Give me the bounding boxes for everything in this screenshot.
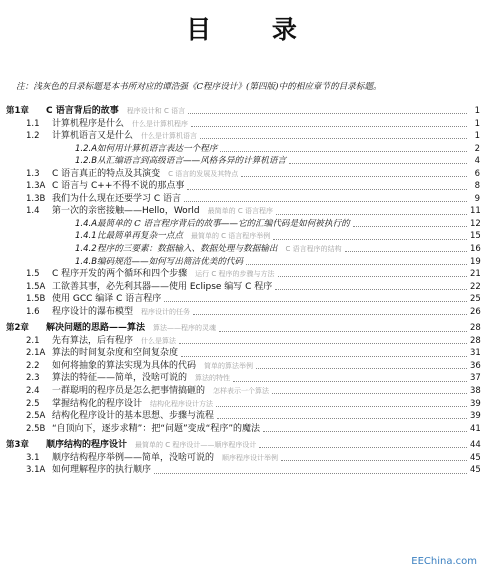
toc-entry-title: 比最简单再复杂一点点 [97, 231, 183, 242]
toc-entry-body [52, 423, 470, 436]
toc-dot-leader [272, 392, 467, 394]
toc-entry-number: 1.3 [26, 168, 40, 179]
toc-dot-leader [193, 313, 467, 315]
toc-page-number: 39 [470, 411, 481, 422]
toc-dot-leader [188, 112, 467, 114]
toc-entry[interactable] [4, 385, 480, 398]
toc-entry-title: 先有算法，后有程序 [52, 335, 134, 346]
toc-entry-reference-title: 程序设计和 C 语言 [126, 107, 186, 115]
toc-entry-number: 1.3B [26, 193, 46, 204]
toc-page-number: 31 [470, 348, 481, 359]
toc-page-number: 2 [474, 143, 480, 154]
toc-entry-title: 编码规范——如何写出简洁优美的代码 [97, 256, 244, 267]
toc-page-number: 37 [470, 373, 481, 384]
toc-entry-reference-title: C 语言程序的结构 [285, 245, 342, 254]
toc-entry[interactable] [4, 205, 480, 218]
toc-entry[interactable] [4, 410, 480, 423]
toc-entry[interactable] [4, 293, 480, 306]
toc-entry-reference-title: 什么是计算机程序 [132, 119, 189, 128]
toc-dot-leader [256, 367, 467, 369]
toc-entry-title: “自顶向下，逐步求精”：把“问题”变成“程序”的魔法 [52, 423, 260, 434]
toc-entry[interactable] [4, 464, 480, 477]
toc-entry[interactable] [4, 423, 480, 436]
toc-page-number: 4 [474, 156, 480, 167]
toc-entry-number: 1.2 [26, 131, 40, 142]
toc-entry-number: 1.5 [26, 269, 40, 280]
toc-entry[interactable] [4, 155, 480, 168]
toc-dot-leader [263, 430, 467, 432]
toc-entry-body [52, 335, 470, 348]
toc-dot-leader [353, 225, 467, 227]
toc-entry-body [97, 155, 470, 168]
toc-page-number: 19 [470, 256, 481, 267]
toc-entry[interactable] [4, 281, 480, 294]
toc-page-number: 11 [470, 206, 481, 217]
toc-page-number: 1 [474, 118, 480, 129]
toc-entry-reference-title: 结构化程序设计方法 [150, 399, 214, 408]
toc-entry-number: 3.1A [26, 465, 46, 476]
toc-entry[interactable] [4, 130, 480, 143]
toc-entry[interactable] [4, 335, 480, 348]
toc-entry-number: 2.5B [26, 423, 46, 434]
toc-page-number: 25 [470, 294, 481, 305]
toc-page-number: 44 [470, 440, 481, 451]
toc-entry[interactable] [4, 168, 480, 181]
toc-dot-leader [233, 380, 467, 382]
toc-entry-body [52, 281, 470, 294]
page-title: 目 录 [186, 15, 323, 44]
toc-entry-title: 第一次的亲密接触——Hello，World [52, 206, 200, 217]
toc-dot-leader [191, 125, 467, 127]
toc-entry-number: 第2章 [6, 323, 29, 334]
toc-entry-title: 一群聪明的程序员是怎么把事情搞砸的 [52, 386, 206, 397]
toc-entry-number: 3.1 [26, 452, 40, 463]
toc-entry-number: 2.1A [26, 348, 46, 359]
toc-page-number: 26 [470, 306, 481, 317]
toc-entry[interactable] [4, 452, 480, 465]
toc-page-number: 39 [470, 398, 481, 409]
toc-entry-body [97, 243, 470, 256]
toc-note: 注：浅灰色的目录标题是本书所对应的谭浩强《C程序设计》(第四版)中的相应章节的目录标题。 [16, 82, 382, 92]
table-of-contents [4, 105, 480, 477]
toc-entry-reference-title: C 语言的发展及其特点 [168, 169, 239, 178]
toc-page-number: 41 [470, 423, 481, 434]
toc-page-number: 8 [474, 181, 480, 192]
toc-entry-reference-title: 什么是计算机语言 [141, 132, 198, 141]
toc-dot-leader [184, 200, 467, 202]
toc-chapter[interactable] [4, 439, 480, 452]
toc-entry-body [52, 293, 470, 306]
toc-entry-reference-title: 运行 C 程序的步骤与方法 [195, 270, 275, 279]
toc-entry-title: 顺序结构程序举例——简单，没啥可说的 [52, 452, 215, 463]
toc-entry-reference-title: 最简单的 C 语言程序 [207, 207, 273, 216]
toc-entry-number: 2.1 [26, 335, 40, 346]
toc-entry-reference-title: 算法的特性 [195, 374, 231, 383]
toc-page-number: 45 [470, 452, 481, 463]
toc-entry-body [52, 464, 470, 477]
toc-page-number: 28 [470, 335, 481, 346]
toc-entry-number: 第1章 [6, 106, 29, 116]
toc-dot-leader [200, 137, 467, 139]
toc-entry-title: 算法的时间复杂度和空间复杂度 [52, 348, 179, 359]
toc-page-number: 28 [470, 323, 481, 334]
toc-entry-number: 1.4.2 [75, 244, 97, 255]
toc-entry-body [52, 168, 470, 181]
toc-entry-body [52, 385, 470, 398]
toc-entry-number: 1.2.B [75, 156, 98, 167]
toc-entry[interactable] [4, 372, 480, 385]
toc-entry-reference-title: 简单的算法举例 [204, 361, 254, 370]
toc-entry-title: 如何用计算机语言表达一个程序 [97, 143, 218, 154]
toc-entry-reference-title: 算法——程序的灵魂 [153, 324, 217, 333]
toc-dot-leader [289, 162, 467, 164]
toc-entry-number: 1.5B [26, 294, 46, 305]
toc-entry-body [52, 205, 470, 218]
toc-entry-number: 1.4.1 [75, 231, 97, 242]
toc-dot-leader [281, 459, 467, 461]
toc-entry-title: 使用 GCC 编译 C 语言程序 [52, 294, 162, 305]
toc-dot-leader [220, 150, 467, 152]
toc-chapter[interactable] [4, 322, 480, 335]
toc-dot-leader [219, 330, 467, 332]
toc-entry-reference-title: 最简单的 C 程序设计——顺序程序设计 [135, 441, 257, 450]
toc-entry-title: 工欲善其事，必先利其器——使用 Eclipse 编写 C 程序 [52, 281, 273, 292]
toc-entry-number: 1.3A [26, 181, 46, 192]
toc-chapter[interactable] [4, 105, 480, 118]
toc-entry-body [97, 218, 470, 231]
toc-page-number: 21 [470, 269, 481, 280]
toc-entry-number: 1.4 [26, 206, 40, 217]
toc-entry-reference-title: 程序设计的任务 [141, 307, 191, 316]
toc-entry-number: 第3章 [6, 440, 29, 451]
toc-entry-body [46, 439, 470, 452]
toc-dot-leader [246, 263, 467, 265]
toc-dot-leader [187, 188, 467, 190]
toc-entry[interactable] [4, 230, 480, 243]
toc-entry[interactable] [4, 360, 480, 373]
toc-entry-number: 2.3 [26, 373, 40, 384]
toc-entry-title: 从汇编语言到高级语言——风格各异的计算机语言 [97, 156, 287, 167]
toc-entry-body [52, 193, 470, 206]
toc-page-number: 15 [470, 231, 481, 242]
toc-entry[interactable] [4, 218, 480, 231]
toc-entry-title: C 语言真正的特点及其演变 [52, 168, 161, 179]
toc-dot-leader [273, 238, 467, 240]
toc-entry-body [52, 130, 470, 143]
toc-dot-leader [276, 213, 467, 215]
toc-entry-title: 算法的特征——简单，没啥可说的 [52, 373, 188, 384]
toc-entry[interactable] [4, 268, 480, 281]
toc-entry-body [52, 372, 470, 385]
toc-page-number: 12 [470, 218, 481, 229]
toc-entry-body [52, 118, 470, 131]
toc-entry-title: 我们为什么现在还要学习 C 语言 [52, 193, 182, 204]
toc-entry[interactable] [4, 143, 480, 156]
toc-entry-title: 程序的三要素：数据输入、数据处理与数据输出 [97, 244, 278, 255]
toc-dot-leader [275, 288, 467, 290]
toc-dot-leader [345, 250, 467, 252]
toc-entry[interactable] [4, 306, 480, 319]
toc-entry-number: 2.5 [26, 398, 40, 409]
toc-entry-title: 计算机程序是什么 [52, 118, 125, 129]
toc-dot-leader [216, 405, 467, 407]
toc-dot-leader [278, 275, 468, 277]
toc-entry-body [97, 230, 470, 243]
toc-page-number: 36 [470, 360, 481, 371]
toc-entry-title: 计算机语言又是什么 [52, 131, 134, 142]
toc-entry-number: 1.2.A [75, 143, 98, 154]
toc-entry[interactable] [4, 118, 480, 131]
toc-entry-body [52, 410, 470, 423]
toc-entry-reference-title: 最简单的 C 语言程序举例 [190, 232, 271, 241]
toc-entry-title: C 语言背后的故事 [46, 106, 119, 116]
toc-entry-title: 掌握结构化的程序设计 [52, 398, 143, 409]
toc-dot-leader [259, 446, 467, 448]
toc-entry-body [52, 347, 470, 360]
toc-entry-number: 1.5A [26, 281, 46, 292]
toc-page-number: 1 [474, 131, 480, 142]
toc-entry-number: 2.4 [26, 386, 40, 397]
toc-entry-body [46, 322, 470, 335]
toc-entry-body [52, 180, 470, 193]
toc-dot-leader [164, 300, 467, 302]
toc-entry-title: 如何将抽象的算法实现为具体的代码 [52, 360, 197, 371]
toc-entry-title: C 程序开发的两个循环和四个步骤 [52, 269, 188, 280]
toc-entry-body [52, 360, 470, 373]
toc-dot-leader [154, 472, 467, 474]
toc-page-number: 6 [474, 168, 480, 179]
toc-entry-title: 结构化程序设计的基本思想、步骤与流程 [52, 411, 215, 422]
toc-entry-body [97, 143, 470, 156]
toc-entry[interactable] [4, 347, 480, 360]
toc-entry-number: 1.4.B [75, 256, 98, 267]
toc-entry-body [52, 268, 470, 281]
toc-entry[interactable] [4, 256, 480, 269]
toc-entry-number: 1.1 [26, 118, 40, 129]
toc-entry[interactable] [4, 398, 480, 411]
toc-entry-number: 2.2 [26, 360, 40, 371]
toc-dot-leader [181, 355, 467, 357]
toc-entry[interactable] [4, 180, 480, 193]
toc-page-number: 22 [470, 281, 481, 292]
toc-entry-reference-title: 顺序程序设计举例 [222, 453, 279, 462]
toc-entry-title: 解决问题的思路——算法 [46, 323, 146, 334]
toc-page-number: 9 [474, 193, 480, 204]
toc-entry-body [97, 256, 470, 269]
toc-page-number: 45 [470, 465, 481, 476]
toc-entry-reference-title: 什么是算法 [141, 336, 177, 345]
toc-entry-number: 2.5A [26, 411, 46, 422]
toc-entry-body [52, 452, 470, 465]
toc-entry-reference-title: 怎样表示一个算法 [213, 387, 270, 396]
toc-page-number: 38 [470, 386, 481, 397]
toc-entry-number: 1.6 [26, 306, 40, 317]
toc-page-number: 16 [470, 244, 481, 255]
toc-entry-body [46, 105, 470, 118]
toc-entry[interactable] [4, 243, 480, 256]
toc-entry-number: 1.4.A [75, 218, 98, 229]
toc-entry[interactable] [4, 193, 480, 206]
toc-entry-title: C 语言与 C++不得不说的那点事 [52, 181, 185, 192]
toc-entry-title: 顺序结构的程序设计 [46, 440, 128, 451]
toc-entry-title: 如何理解程序的执行顺序 [52, 465, 152, 476]
site-watermark: EEChina.com [411, 556, 477, 567]
toc-dot-leader [217, 417, 467, 419]
toc-dot-leader [179, 342, 467, 344]
toc-dot-leader [241, 175, 467, 177]
toc-entry-body [52, 398, 470, 411]
toc-entry-body [52, 306, 470, 319]
toc-page-number: 1 [474, 106, 480, 116]
toc-entry-title: 程序设计的瀑布模型 [52, 306, 134, 317]
toc-entry-title: 最简单的 C 语言程序背后的故事——它的汇编代码是如何被执行的 [97, 218, 350, 229]
